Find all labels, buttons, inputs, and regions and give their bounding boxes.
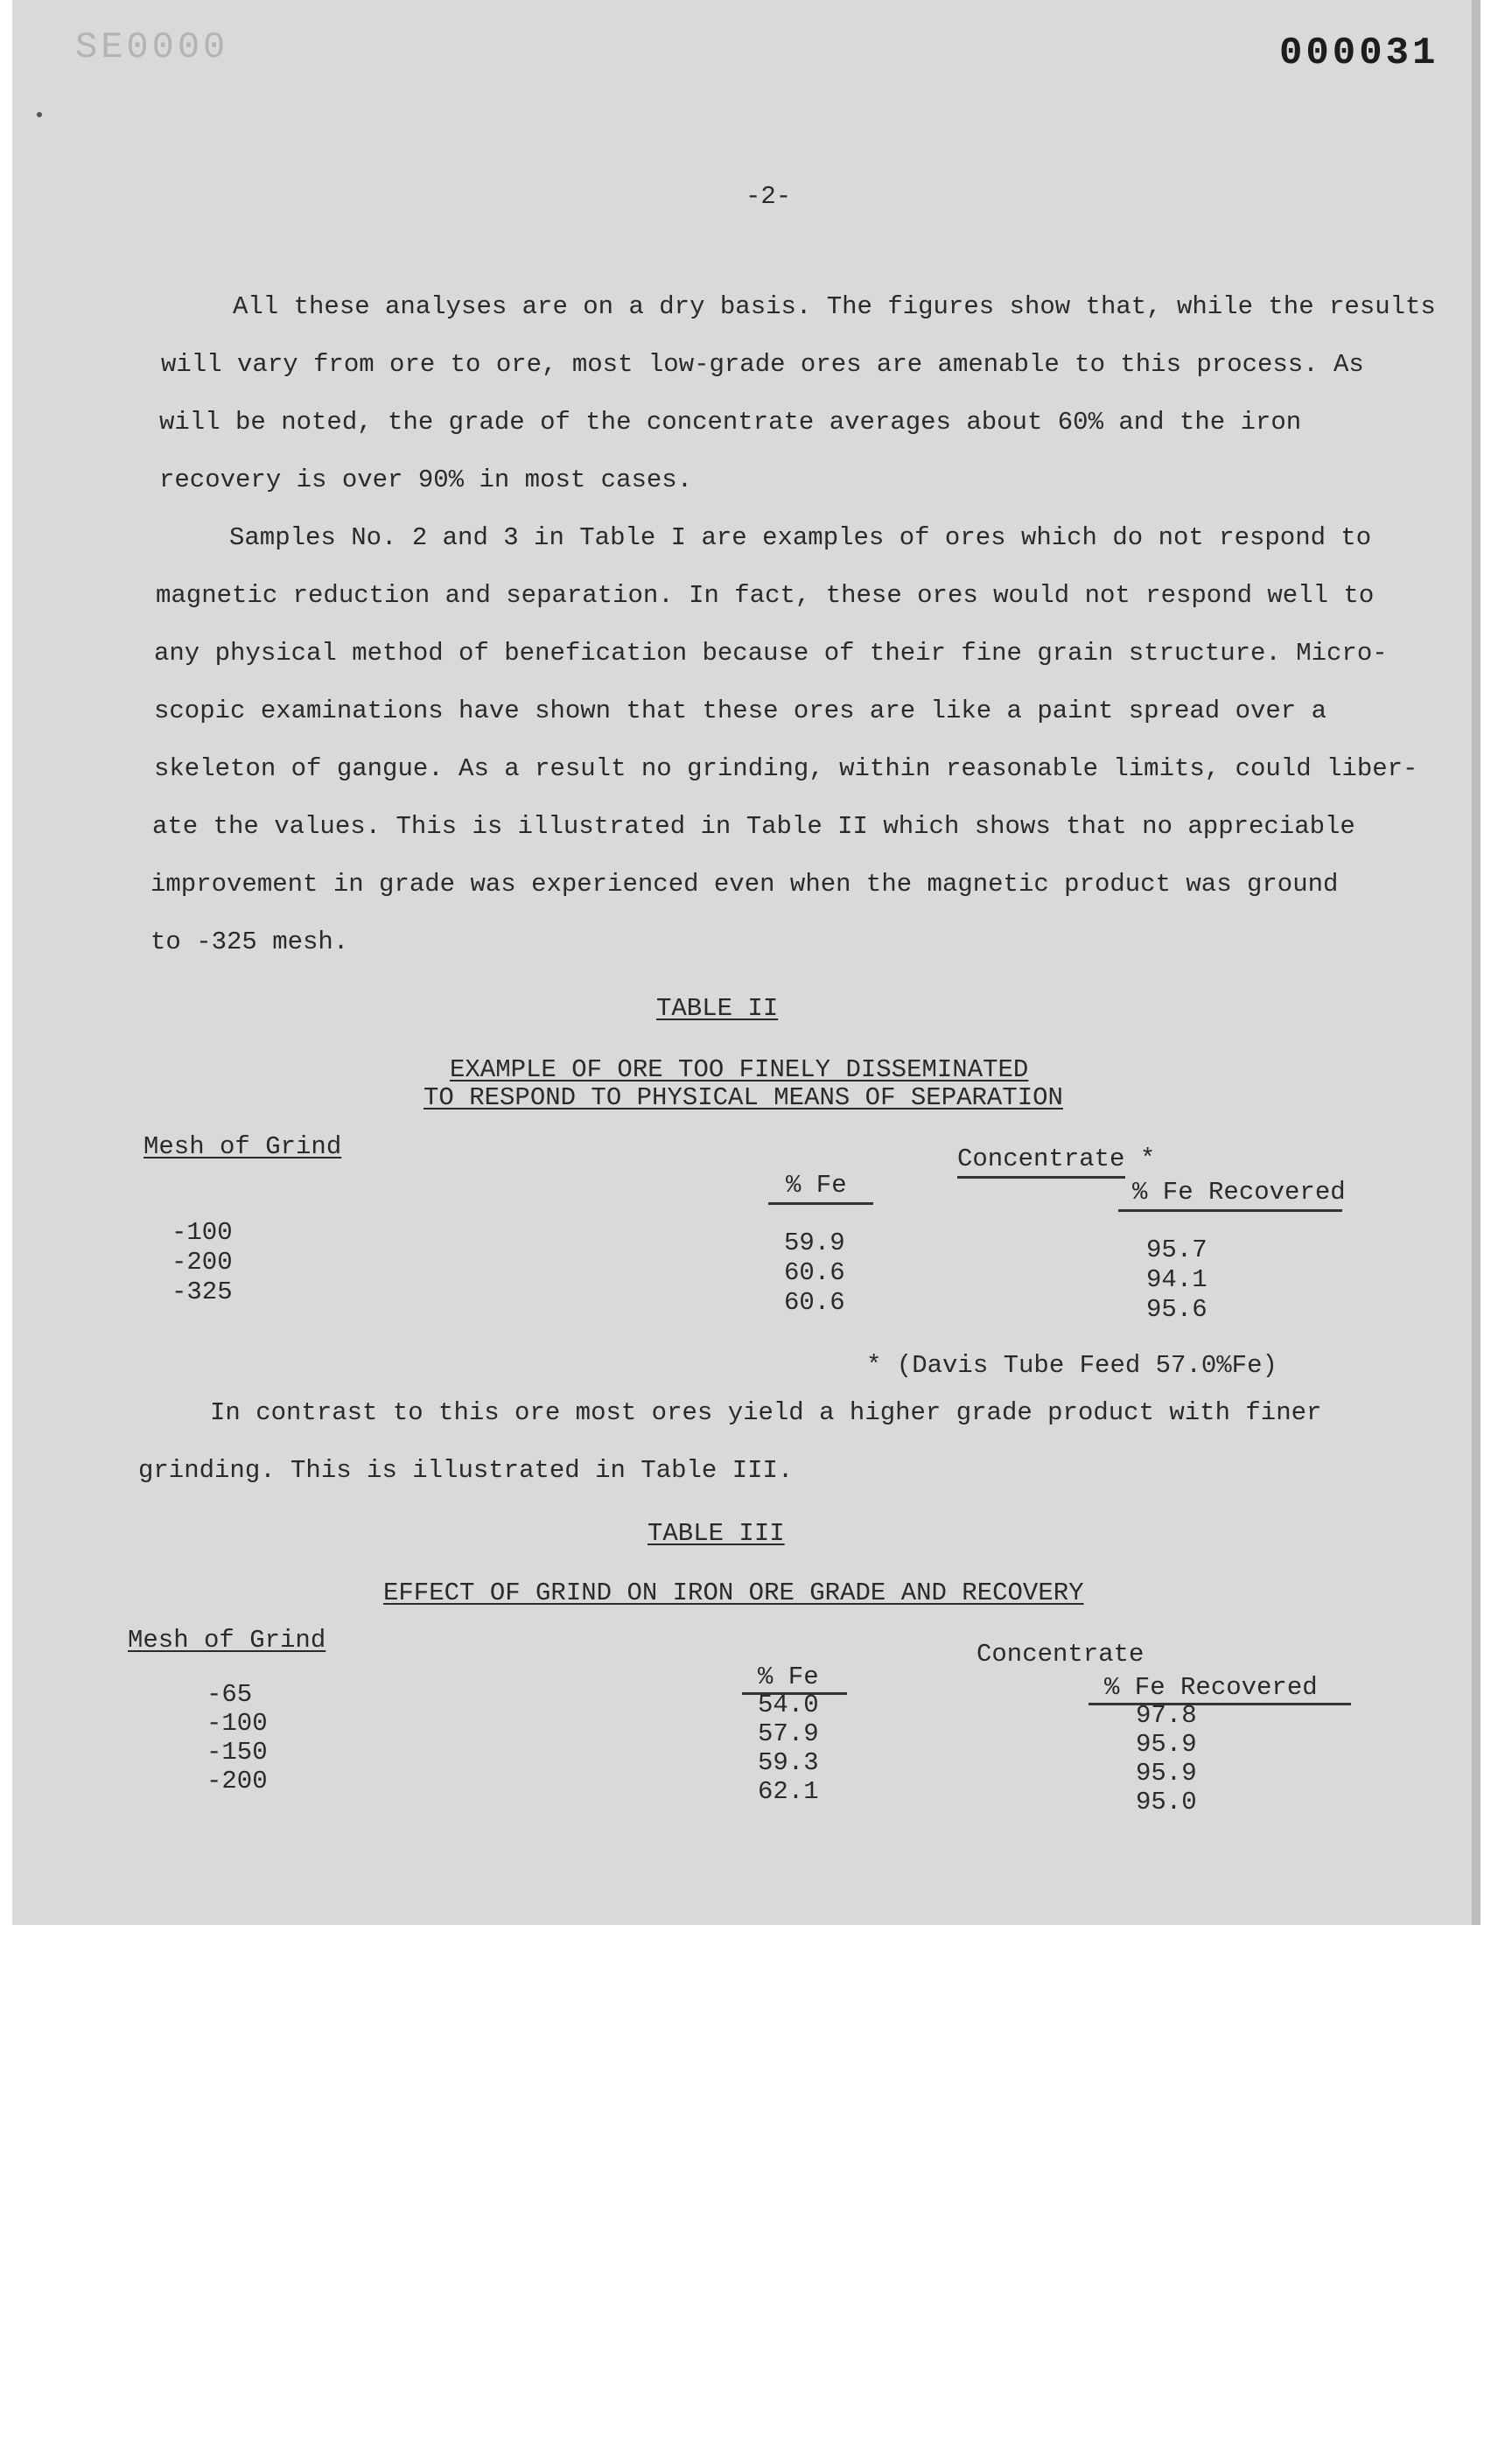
column-header-recovered: % Fe Recovered [1132, 1178, 1346, 1207]
column-header-concentrate: Concentrate [976, 1640, 1144, 1669]
recovered-underline [1088, 1703, 1351, 1705]
table-cell: 62.1 [758, 1777, 819, 1806]
table-cell: 97.8 [1136, 1701, 1197, 1730]
table-cell: 60.6 [784, 1288, 845, 1317]
table-cell: 54.0 [758, 1690, 819, 1719]
table-cell: 59.9 [784, 1228, 845, 1257]
table-cell: -200 [172, 1248, 233, 1277]
table-cell: -100 [206, 1709, 268, 1738]
column-header-recovered: % Fe Recovered [1104, 1673, 1318, 1702]
text-line: improvement in grade was experienced even when the magnetic product was ground [150, 870, 1339, 899]
text-line: any physical method of benefication because of their fine grain structure. Micro- [154, 639, 1388, 668]
table-cell: 95.7 [1146, 1236, 1208, 1264]
table-cell: 59.3 [758, 1748, 819, 1777]
text-line: All these analyses are on a dry basis. The figures show that, while the results [233, 292, 1436, 321]
table-cell: 95.6 [1146, 1295, 1208, 1324]
table-cell: 95.0 [1136, 1788, 1197, 1816]
text-line: will be noted, the grade of the concentrate averages about 60% and the iron [159, 408, 1302, 437]
text-line: skeleton of gangue. As a result no grinding, within reasonable limits, could liber- [154, 754, 1418, 783]
faint-page-stamp: SE0000 [75, 26, 229, 68]
table-title: TABLE II [656, 994, 779, 1023]
table-cell: 57.9 [758, 1719, 819, 1748]
text-line: ate the values. This is illustrated in Table II which shows that no appreciable [152, 812, 1355, 841]
column-header-mesh: Mesh of Grind [144, 1132, 342, 1161]
column-header-fe: % Fe [786, 1171, 847, 1200]
table-subtitle: EXAMPLE OF ORE TOO FINELY DISSEMINATED [450, 1055, 1029, 1084]
text-line: grinding. This is illustrated in Table III. [138, 1456, 794, 1485]
table-cell: 94.1 [1146, 1265, 1208, 1294]
document-page [12, 0, 1480, 1925]
table-cell: 95.9 [1136, 1730, 1197, 1759]
text-line: will vary from ore to ore, most low-grade ores are amenable to this process. As [161, 350, 1364, 379]
text-line: recovery is over 90% in most cases. [159, 466, 693, 494]
recovered-underline [1118, 1209, 1342, 1212]
text-line: Samples No. 2 and 3 in Table I are examples of ores which do not respond to [229, 523, 1372, 552]
page-stamp-number: 000031 [1279, 32, 1439, 75]
text-line: to -325 mesh. [150, 928, 349, 956]
table-cell: 95.9 [1136, 1759, 1197, 1788]
margin-dot [37, 112, 42, 117]
table-title: TABLE III [648, 1519, 785, 1548]
table-subtitle: TO RESPOND TO PHYSICAL MEANS OF SEPARATION [424, 1083, 1063, 1112]
table-cell: -150 [206, 1738, 268, 1767]
table-subtitle: EFFECT OF GRIND ON IRON ORE GRADE AND RECOVERY [383, 1578, 1084, 1607]
text-line: scopic examinations have shown that these ores are like a paint spread over a [154, 696, 1327, 725]
fe-underline [768, 1202, 873, 1205]
table-cell: -200 [206, 1767, 268, 1796]
text-line: magnetic reduction and separation. In fact, these ores would not respond well to [156, 581, 1375, 610]
table-cell: 60.6 [784, 1258, 845, 1287]
column-header-concentrate: Concentrate * [957, 1144, 1156, 1173]
table-cell: -100 [172, 1218, 233, 1247]
table-cell: -65 [206, 1680, 253, 1709]
table-footnote: * (Davis Tube Feed 57.0%Fe) [866, 1351, 1278, 1380]
concentrate-underline [957, 1176, 1125, 1179]
table-cell: -325 [172, 1278, 233, 1306]
text-line: In contrast to this ore most ores yield a higher grade product with finer [210, 1398, 1322, 1427]
column-header-fe: % Fe [758, 1662, 819, 1691]
page-number: -2- [746, 182, 792, 211]
column-header-mesh: Mesh of Grind [128, 1626, 326, 1655]
